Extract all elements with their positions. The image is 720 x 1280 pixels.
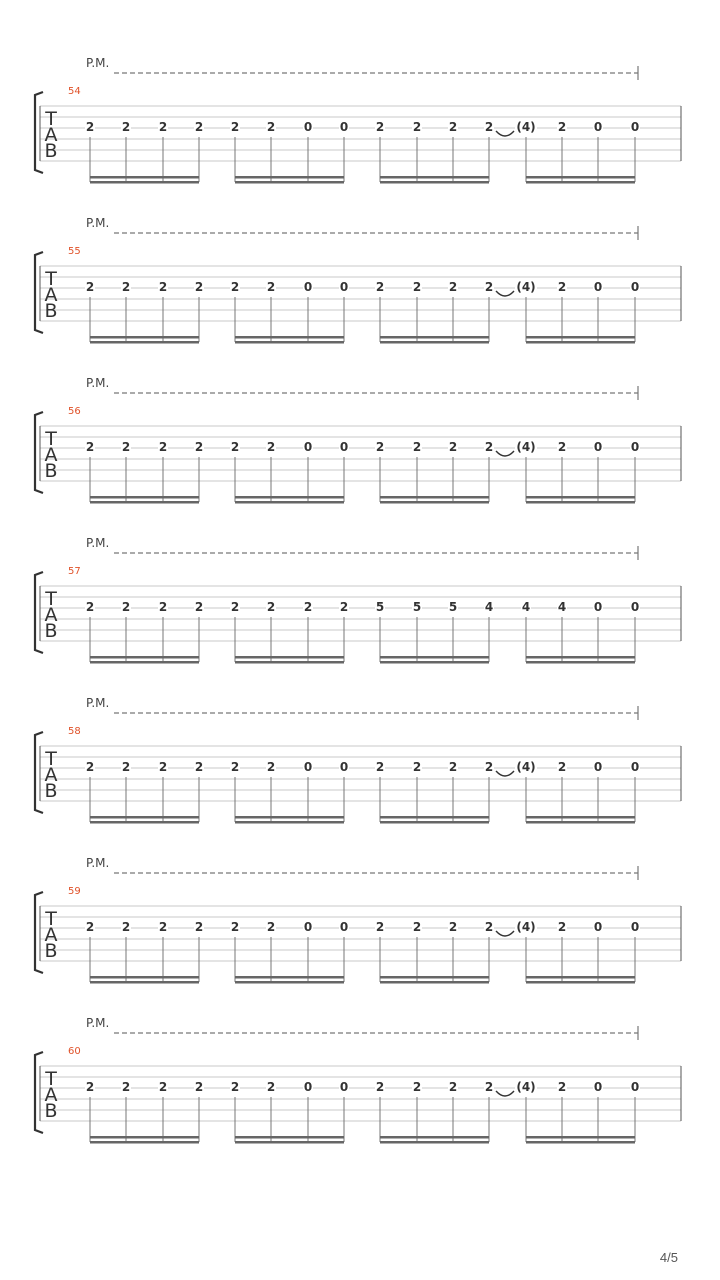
fret-number: 2 bbox=[266, 280, 276, 294]
fret-number: 0 bbox=[303, 280, 313, 294]
beam-secondary bbox=[235, 821, 344, 824]
fret-number: 0 bbox=[630, 120, 640, 134]
measure-number: 57 bbox=[68, 566, 81, 577]
tab-system bbox=[35, 216, 681, 344]
beam-primary bbox=[90, 176, 199, 179]
fret-number: 0 bbox=[339, 1080, 349, 1094]
fret-number: 0 bbox=[339, 440, 349, 454]
fret-number: 0 bbox=[593, 280, 603, 294]
fret-number: 2 bbox=[448, 120, 458, 134]
fret-number: 2 bbox=[230, 760, 240, 774]
palm-mute-label: P.M. bbox=[86, 216, 110, 230]
beam-secondary bbox=[380, 341, 489, 344]
beam-primary bbox=[526, 1136, 635, 1139]
fret-number: 2 bbox=[121, 760, 131, 774]
beam-primary bbox=[90, 656, 199, 659]
beam-secondary bbox=[380, 181, 489, 184]
tab-clef-letter: B bbox=[44, 1100, 58, 1122]
tab-clef-letter: T bbox=[45, 748, 57, 770]
palm-mute-label: P.M. bbox=[86, 536, 110, 550]
tie-arc bbox=[496, 451, 514, 456]
fret-number: 0 bbox=[303, 120, 313, 134]
fret-number: 2 bbox=[484, 440, 494, 454]
tab-clef-letter: A bbox=[44, 444, 58, 466]
tab-clef-letter: A bbox=[44, 284, 58, 306]
fret-number: 0 bbox=[339, 920, 349, 934]
beam-primary bbox=[526, 656, 635, 659]
beam-secondary bbox=[526, 181, 635, 184]
fret-number: 2 bbox=[85, 440, 95, 454]
beam-primary bbox=[380, 1136, 489, 1139]
fret-number: 2 bbox=[194, 760, 204, 774]
beam-primary bbox=[90, 496, 199, 499]
beam-primary bbox=[526, 976, 635, 979]
fret-number: (4) bbox=[516, 1080, 536, 1094]
fret-number: 2 bbox=[85, 600, 95, 614]
fret-number: 2 bbox=[194, 1080, 204, 1094]
beam-secondary bbox=[90, 981, 199, 984]
beam-secondary bbox=[526, 501, 635, 504]
fret-number: (4) bbox=[516, 760, 536, 774]
tab-clef-letter: A bbox=[44, 604, 58, 626]
measure-number: 59 bbox=[68, 886, 81, 897]
beam-primary bbox=[380, 176, 489, 179]
beam-primary bbox=[235, 496, 344, 499]
tab-system bbox=[35, 696, 681, 824]
beam-primary bbox=[526, 336, 635, 339]
beam-secondary bbox=[380, 1141, 489, 1144]
palm-mute-label: P.M. bbox=[86, 1016, 110, 1030]
fret-number: 2 bbox=[121, 120, 131, 134]
fret-number: 0 bbox=[630, 1080, 640, 1094]
tab-clef-letter: B bbox=[44, 620, 58, 642]
fret-number: 2 bbox=[121, 440, 131, 454]
fret-number: 2 bbox=[303, 600, 313, 614]
beam-primary bbox=[90, 816, 199, 819]
tie-arc bbox=[496, 291, 514, 296]
fret-number: 2 bbox=[85, 760, 95, 774]
fret-number: 2 bbox=[266, 440, 276, 454]
fret-number: 2 bbox=[412, 440, 422, 454]
fret-number: 2 bbox=[412, 920, 422, 934]
fret-number: 2 bbox=[121, 280, 131, 294]
fret-number: 0 bbox=[630, 280, 640, 294]
fret-number: 0 bbox=[303, 1080, 313, 1094]
fret-number: 5 bbox=[412, 600, 422, 614]
beam-secondary bbox=[380, 821, 489, 824]
tab-clef-letter: T bbox=[45, 1068, 57, 1090]
fret-number: 2 bbox=[557, 920, 567, 934]
beam-primary bbox=[90, 976, 199, 979]
fret-number: 2 bbox=[266, 1080, 276, 1094]
beam-secondary bbox=[235, 181, 344, 184]
fret-number: 0 bbox=[303, 920, 313, 934]
fret-number: 0 bbox=[630, 600, 640, 614]
beam-secondary bbox=[380, 501, 489, 504]
beam-secondary bbox=[526, 981, 635, 984]
palm-mute-label: P.M. bbox=[86, 56, 110, 70]
fret-number: 2 bbox=[230, 120, 240, 134]
beam-secondary bbox=[90, 1141, 199, 1144]
fret-number: 2 bbox=[484, 1080, 494, 1094]
beam-primary bbox=[526, 176, 635, 179]
tab-clef-letter: B bbox=[44, 780, 58, 802]
fret-number: 0 bbox=[339, 760, 349, 774]
beam-secondary bbox=[90, 341, 199, 344]
beam-secondary bbox=[235, 501, 344, 504]
fret-number: 2 bbox=[85, 1080, 95, 1094]
fret-number: 2 bbox=[85, 280, 95, 294]
fret-number: 2 bbox=[375, 280, 385, 294]
tab-system bbox=[35, 536, 681, 664]
fret-number: 2 bbox=[375, 760, 385, 774]
fret-number: 2 bbox=[375, 120, 385, 134]
fret-number: 0 bbox=[593, 920, 603, 934]
fret-number: 0 bbox=[339, 280, 349, 294]
tab-system bbox=[35, 1016, 681, 1144]
fret-number: 4 bbox=[557, 600, 567, 614]
fret-number: 2 bbox=[448, 760, 458, 774]
fret-number: 2 bbox=[230, 440, 240, 454]
tab-clef-letter: T bbox=[45, 428, 57, 450]
beam-primary bbox=[526, 496, 635, 499]
tab-clef-letter: B bbox=[44, 940, 58, 962]
fret-number: 2 bbox=[412, 760, 422, 774]
fret-number: 2 bbox=[375, 920, 385, 934]
beam-primary bbox=[380, 336, 489, 339]
beam-secondary bbox=[526, 341, 635, 344]
fret-number: 2 bbox=[158, 600, 168, 614]
fret-number: 2 bbox=[194, 280, 204, 294]
fret-number: 2 bbox=[194, 600, 204, 614]
fret-number: 2 bbox=[194, 120, 204, 134]
tab-system bbox=[35, 376, 681, 504]
fret-number: 0 bbox=[630, 760, 640, 774]
fret-number: 2 bbox=[266, 920, 276, 934]
beam-primary bbox=[90, 336, 199, 339]
beam-primary bbox=[380, 656, 489, 659]
beam-secondary bbox=[235, 981, 344, 984]
fret-number: 2 bbox=[158, 280, 168, 294]
fret-number: 0 bbox=[303, 440, 313, 454]
fret-number: 5 bbox=[375, 600, 385, 614]
tie-arc bbox=[496, 771, 514, 776]
fret-number: 2 bbox=[158, 920, 168, 934]
tab-clef-letter: T bbox=[45, 268, 57, 290]
fret-number: 2 bbox=[85, 120, 95, 134]
fret-number: 5 bbox=[448, 600, 458, 614]
beam-primary bbox=[380, 496, 489, 499]
beam-secondary bbox=[90, 821, 199, 824]
tab-clef-letter: A bbox=[44, 1084, 58, 1106]
beam-secondary bbox=[235, 341, 344, 344]
fret-number: (4) bbox=[516, 280, 536, 294]
tab-clef-letter: T bbox=[45, 908, 57, 930]
beam-primary bbox=[380, 816, 489, 819]
beam-secondary bbox=[526, 1141, 635, 1144]
fret-number: 2 bbox=[194, 440, 204, 454]
tab-clef-letter: A bbox=[44, 124, 58, 146]
tab-clef-letter: B bbox=[44, 140, 58, 162]
fret-number: 2 bbox=[557, 440, 567, 454]
fret-number: 2 bbox=[448, 280, 458, 294]
fret-number: 0 bbox=[630, 920, 640, 934]
tab-clef-letter: B bbox=[44, 300, 58, 322]
tab-clef-letter: B bbox=[44, 460, 58, 482]
palm-mute-label: P.M. bbox=[86, 856, 110, 870]
measure-number: 56 bbox=[68, 406, 81, 417]
beam-primary bbox=[526, 816, 635, 819]
tie-arc bbox=[496, 931, 514, 936]
fret-number: 2 bbox=[158, 760, 168, 774]
beam-secondary bbox=[90, 661, 199, 664]
fret-number: 2 bbox=[266, 120, 276, 134]
tab-clef-letter: T bbox=[45, 108, 57, 130]
measure-number: 58 bbox=[68, 726, 81, 737]
fret-number: 0 bbox=[593, 760, 603, 774]
beam-secondary bbox=[235, 661, 344, 664]
page-number: 4/5 bbox=[659, 1250, 678, 1265]
fret-number: 0 bbox=[303, 760, 313, 774]
fret-number: 4 bbox=[484, 600, 494, 614]
fret-number: 2 bbox=[448, 920, 458, 934]
tab-system bbox=[35, 56, 681, 184]
fret-number: 2 bbox=[484, 920, 494, 934]
beam-primary bbox=[235, 336, 344, 339]
tab-clef-letter: A bbox=[44, 924, 58, 946]
fret-number: 2 bbox=[375, 1080, 385, 1094]
tab-clef-letter: A bbox=[44, 764, 58, 786]
measure-number: 54 bbox=[68, 86, 81, 97]
beam-secondary bbox=[526, 821, 635, 824]
fret-number: (4) bbox=[516, 920, 536, 934]
fret-number: 2 bbox=[448, 1080, 458, 1094]
fret-number: 0 bbox=[593, 600, 603, 614]
fret-number: 2 bbox=[484, 280, 494, 294]
beam-primary bbox=[235, 1136, 344, 1139]
beam-secondary bbox=[526, 661, 635, 664]
palm-mute-label: P.M. bbox=[86, 696, 110, 710]
fret-number: 0 bbox=[593, 440, 603, 454]
tab-clef-letter: T bbox=[45, 588, 57, 610]
tie-arc bbox=[496, 1091, 514, 1096]
beam-primary bbox=[235, 176, 344, 179]
fret-number: 2 bbox=[557, 1080, 567, 1094]
fret-number: 2 bbox=[484, 760, 494, 774]
fret-number: 2 bbox=[121, 1080, 131, 1094]
beam-secondary bbox=[90, 501, 199, 504]
palm-mute-label: P.M. bbox=[86, 376, 110, 390]
measure-number: 60 bbox=[68, 1046, 81, 1057]
fret-number: 2 bbox=[230, 1080, 240, 1094]
beam-secondary bbox=[380, 981, 489, 984]
fret-number: 2 bbox=[121, 920, 131, 934]
beam-primary bbox=[235, 656, 344, 659]
fret-number: 2 bbox=[448, 440, 458, 454]
fret-number: 2 bbox=[557, 280, 567, 294]
tie-arc bbox=[496, 131, 514, 136]
fret-number: 2 bbox=[557, 760, 567, 774]
fret-number: 0 bbox=[593, 120, 603, 134]
fret-number: 2 bbox=[484, 120, 494, 134]
beam-primary bbox=[235, 976, 344, 979]
fret-number: 2 bbox=[412, 1080, 422, 1094]
fret-number: 2 bbox=[194, 920, 204, 934]
beam-secondary bbox=[380, 661, 489, 664]
fret-number: 0 bbox=[339, 120, 349, 134]
fret-number: 0 bbox=[630, 440, 640, 454]
fret-number: 2 bbox=[412, 120, 422, 134]
measure-number: 55 bbox=[68, 246, 81, 257]
fret-number: 2 bbox=[158, 440, 168, 454]
fret-number: 4 bbox=[521, 600, 531, 614]
fret-number: 2 bbox=[158, 120, 168, 134]
beam-primary bbox=[90, 1136, 199, 1139]
fret-number: 2 bbox=[158, 1080, 168, 1094]
fret-number: 2 bbox=[85, 920, 95, 934]
fret-number: 2 bbox=[339, 600, 349, 614]
beam-secondary bbox=[235, 1141, 344, 1144]
fret-number: (4) bbox=[516, 120, 536, 134]
fret-number: 2 bbox=[230, 600, 240, 614]
beam-primary bbox=[380, 976, 489, 979]
fret-number: 2 bbox=[266, 760, 276, 774]
fret-number: 2 bbox=[266, 600, 276, 614]
fret-number: 2 bbox=[375, 440, 385, 454]
tab-system bbox=[35, 856, 681, 984]
fret-number: 2 bbox=[230, 920, 240, 934]
fret-number: 2 bbox=[557, 120, 567, 134]
fret-number: 0 bbox=[593, 1080, 603, 1094]
fret-number: 2 bbox=[230, 280, 240, 294]
fret-number: (4) bbox=[516, 440, 536, 454]
fret-number: 2 bbox=[412, 280, 422, 294]
beam-primary bbox=[235, 816, 344, 819]
fret-number: 2 bbox=[121, 600, 131, 614]
beam-secondary bbox=[90, 181, 199, 184]
